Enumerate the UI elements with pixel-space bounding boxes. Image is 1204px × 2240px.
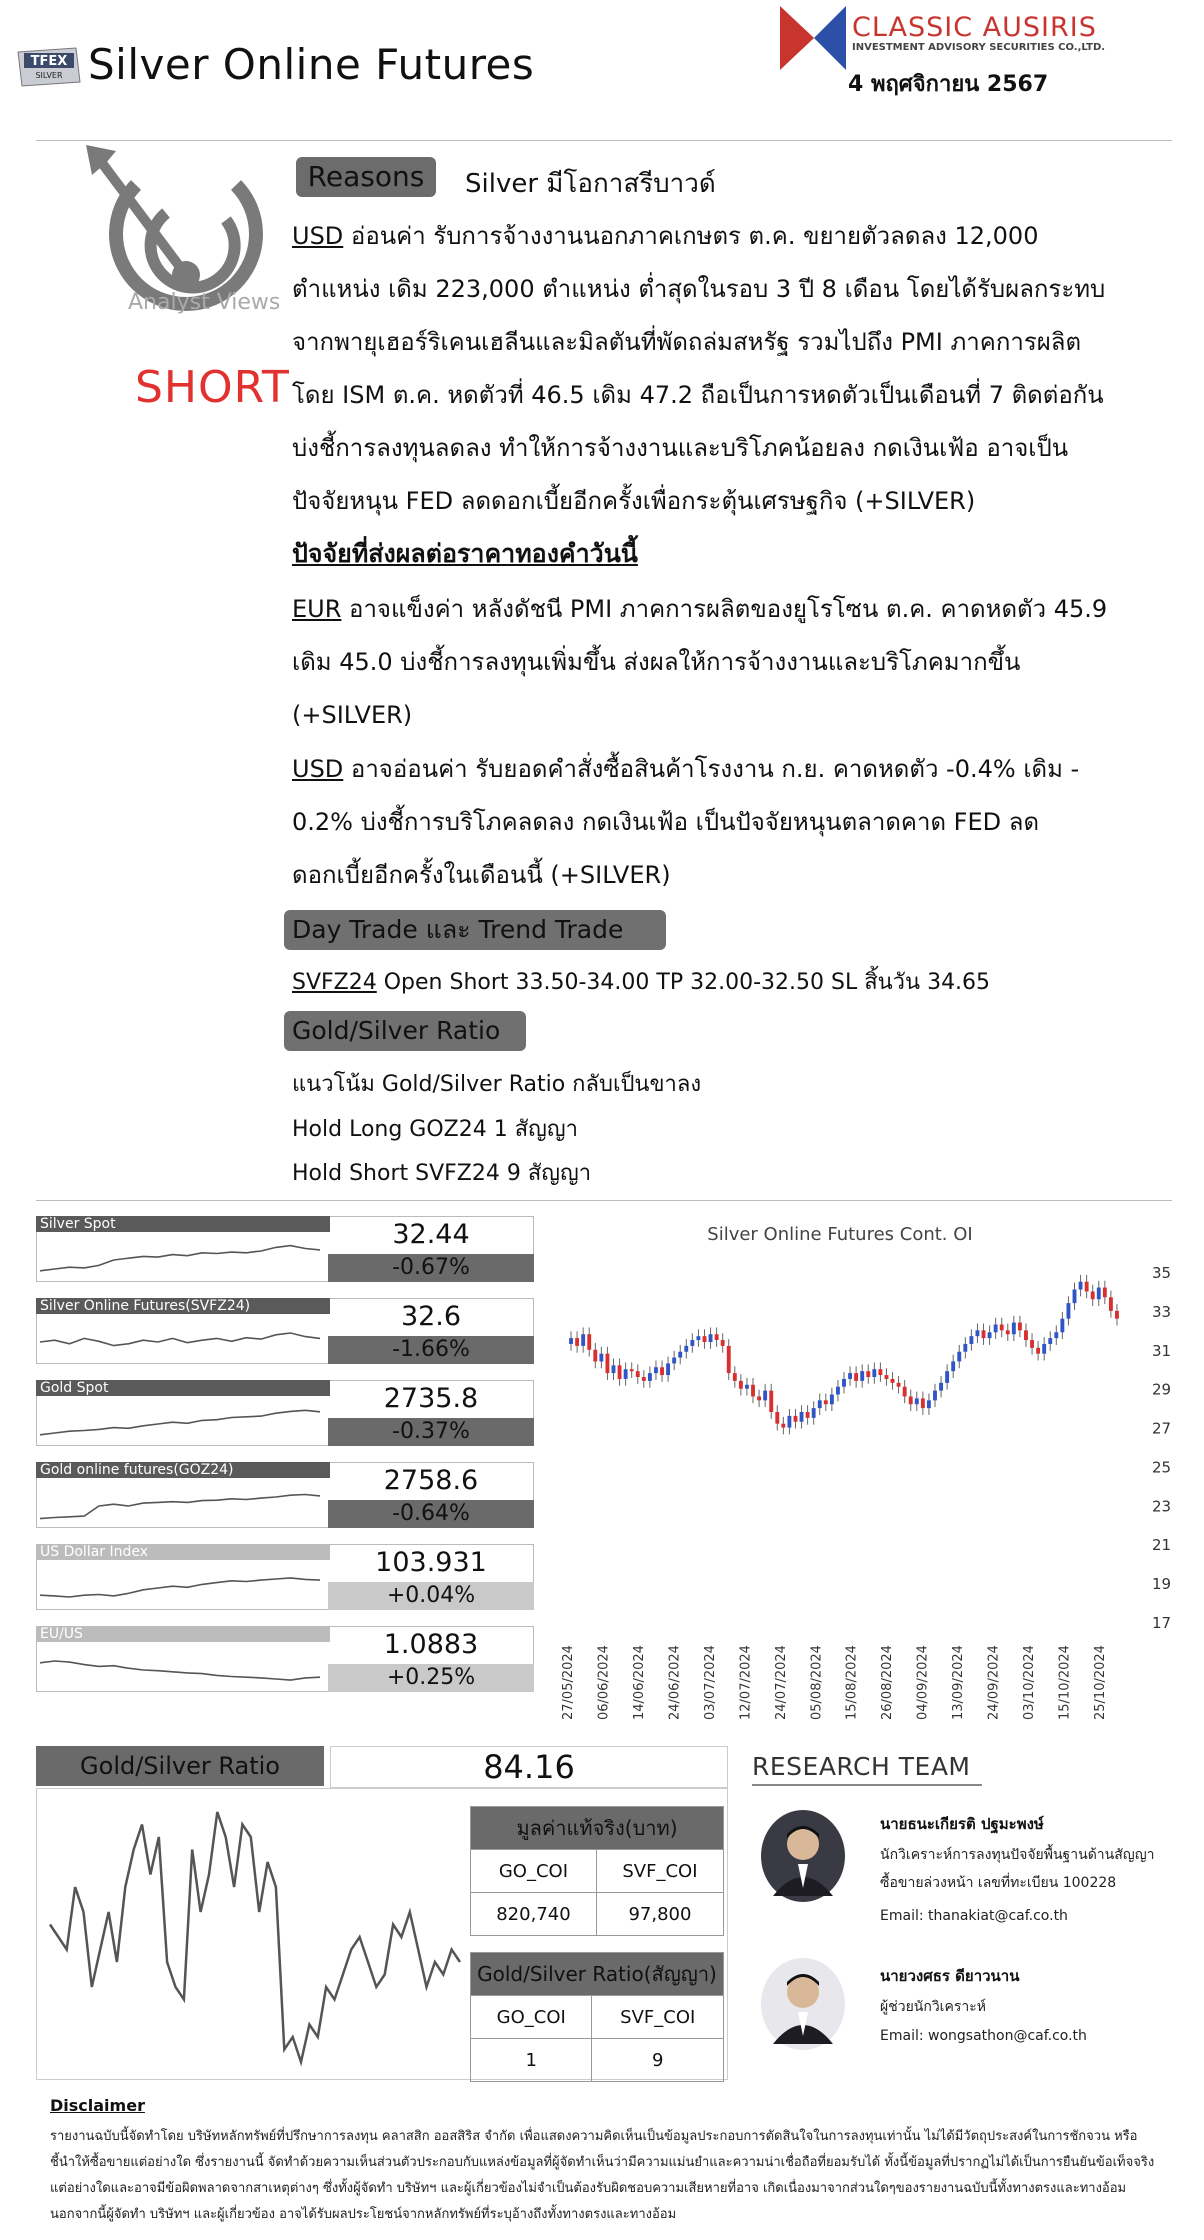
sparkline-path xyxy=(40,1495,320,1519)
usd-line: 0.2% บ่งชี้การบริโภคลดลง กดเงินเฟ้อ เป็นปัจจัยหนุนตลาดคาด FED ลด xyxy=(292,808,1040,836)
sparkline-path xyxy=(40,1410,320,1435)
candle xyxy=(897,1383,901,1387)
candle xyxy=(763,1391,767,1401)
candle xyxy=(660,1367,664,1375)
market-panel xyxy=(36,1298,534,1364)
candle xyxy=(1012,1323,1016,1335)
panel-label: Silver Online Futures(SVFZ24) xyxy=(36,1298,330,1314)
value-table-cell: 97,800 xyxy=(596,1893,723,1936)
day-trade-symbol: SVFZ24 xyxy=(292,970,377,995)
candle xyxy=(806,1412,810,1418)
contract-table-cell: 1 xyxy=(471,2039,592,2082)
x-tick-label: 25/10/2024 xyxy=(1093,1645,1108,1720)
candle xyxy=(599,1354,603,1362)
panel-value: 32.44 xyxy=(392,1219,470,1250)
ratio-strategy-line: Hold Short SVFZ24 9 สัญญา xyxy=(292,1161,592,1186)
panel-sparkline xyxy=(36,1480,326,1528)
candle xyxy=(957,1352,961,1362)
x-tick-label: 12/07/2024 xyxy=(738,1645,754,1720)
disclaimer-line: แต่อย่างใดและอาจมีข้อผิดพลาดจากสาเหตุต่างๆ ซึ่งทั้งผู้จัดทำ บริษัทฯ และผู้เกี่ยวข้องไม่จำเป็นต้องรับผิดชอบความเสียหายที่อาจ เกิดเนื่องมาจากส่วนใดๆของรายงานฉบับนี้ทั้งทางตรงและทางอ้อม xyxy=(50,2181,1127,2196)
candle xyxy=(630,1369,634,1371)
candle xyxy=(593,1350,597,1362)
sparkline-path xyxy=(40,1661,320,1680)
candle xyxy=(1024,1330,1028,1340)
candle xyxy=(969,1336,973,1344)
gold-silver-ratio-value: 84.16 xyxy=(330,1746,728,1788)
usd-paragraph xyxy=(292,743,1122,902)
candle xyxy=(751,1385,755,1397)
reasons-line: ตำแหน่ง เดิม 223,000 ตำแหน่ง ต่ำสุดในรอบ 3 ปี 8 เดือน โดยได้รับผลกระทบ xyxy=(292,275,1106,303)
candle xyxy=(733,1373,737,1381)
person-role: ผู้ช่วยนักวิเคราะห์ xyxy=(880,1999,986,2015)
candle xyxy=(690,1340,694,1346)
candle xyxy=(1060,1319,1064,1333)
y-tick-label: 17 xyxy=(1152,1614,1172,1632)
panel-label: EU/US xyxy=(36,1626,330,1642)
candle xyxy=(824,1400,828,1404)
candle xyxy=(878,1369,882,1375)
candle xyxy=(1048,1338,1052,1344)
page-title: Silver Online Futures xyxy=(88,40,535,89)
tfex-logo-text: TFEX xyxy=(30,54,68,69)
candle xyxy=(727,1346,731,1373)
candle xyxy=(976,1330,980,1336)
x-tick-label: 15/10/2024 xyxy=(1057,1645,1073,1720)
candle xyxy=(842,1379,846,1387)
candle xyxy=(678,1352,682,1358)
tfex-logo xyxy=(14,46,84,88)
candle xyxy=(994,1325,998,1333)
sparkline-path xyxy=(40,1333,320,1346)
candle xyxy=(703,1336,707,1342)
company-name: CLASSIC AUSIRIS xyxy=(852,12,1097,43)
candle xyxy=(775,1412,779,1424)
reasons-title: Silver มีโอกาสรีบาวด์ xyxy=(465,169,716,199)
person-name: นายวงศธร ดียาวนาน xyxy=(880,1967,1020,1985)
report-date: 4 พฤศจิกายน 2567 xyxy=(848,72,1049,97)
market-panel xyxy=(36,1626,534,1692)
ratio-line xyxy=(50,1812,460,2062)
panel-label: Gold Spot xyxy=(36,1380,330,1396)
panel-change: +0.25% xyxy=(328,1664,534,1692)
value-table-title: มูลค่าแท้จริง(บาท) xyxy=(471,1807,724,1850)
person-name: นายธนะเกียรติ ปฐมะพงษ์ xyxy=(880,1815,1044,1833)
candle xyxy=(624,1369,628,1379)
panel-value: 2735.8 xyxy=(383,1383,479,1414)
contract-table-title: Gold/Silver Ratio(สัญญา) xyxy=(471,1953,724,1996)
candle xyxy=(1066,1303,1070,1319)
candle xyxy=(945,1371,949,1383)
panel-value: 103.931 xyxy=(375,1547,487,1578)
candlestick-svg xyxy=(560,1212,1200,1732)
market-panel xyxy=(36,1462,534,1528)
eur-line: เดิม 45.0 บ่งชี้การลงทุนเพิ่มขึ้น ส่งผลให้การจ้างงานและบริโภคมากขึ้น xyxy=(292,648,1021,676)
candle xyxy=(915,1398,919,1404)
candle xyxy=(696,1336,700,1340)
candle xyxy=(830,1395,834,1405)
candle xyxy=(927,1400,931,1408)
candle xyxy=(715,1334,719,1340)
currency-code-eur: EUR xyxy=(292,595,342,623)
candle xyxy=(1115,1311,1119,1319)
panel-value: 1.0883 xyxy=(383,1629,479,1660)
panel-sparkline xyxy=(36,1562,326,1610)
y-tick-label: 19 xyxy=(1152,1575,1172,1594)
candle xyxy=(836,1387,840,1395)
candle xyxy=(885,1375,889,1379)
eur-line: อาจแข็งค่า หลังดัชนี PMI ภาคการผลิตของยูโรโซน ต.ค. คาดหดตัว 45.9 xyxy=(341,595,1108,623)
candle xyxy=(1042,1344,1046,1354)
y-tick-label: 27 xyxy=(1152,1419,1172,1438)
value-table xyxy=(470,1806,724,1936)
avatar xyxy=(758,1808,848,1908)
candle xyxy=(769,1391,773,1412)
y-tick-label: 33 xyxy=(1152,1302,1172,1321)
x-tick-label: 27/05/2024 xyxy=(561,1645,576,1720)
reasons-line: จากพายุเฮอร์ริเคนเฮลีนและมิลตันที่พัดถล่มสหรัฐ รวมไปถึง PMI ภาคการผลิต xyxy=(292,328,1082,356)
candle xyxy=(672,1358,676,1364)
ratio-sparkline xyxy=(40,1792,466,2074)
candle xyxy=(872,1369,876,1377)
analyst-label: Analyst Views xyxy=(128,290,281,315)
value-table-header: SVF_COI xyxy=(596,1850,723,1893)
panel-sparkline xyxy=(36,1398,326,1446)
candle xyxy=(569,1338,573,1344)
candle xyxy=(1036,1348,1040,1354)
x-tick-label: 03/07/2024 xyxy=(702,1645,718,1720)
candle xyxy=(581,1334,585,1346)
contract-table-cell: 9 xyxy=(592,2039,724,2082)
company-subtitle: INVESTMENT ADVISORY SECURITIES CO.,LTD. xyxy=(852,42,1106,53)
company-logo-icon xyxy=(778,2,848,76)
panel-label: Silver Spot xyxy=(36,1216,330,1232)
person-role: นักวิเคราะห์การลงทุนปัจจัยพื้นฐานด้านสัญญา xyxy=(880,1847,1155,1863)
panel-value: 2758.6 xyxy=(383,1465,479,1496)
candle xyxy=(648,1373,652,1381)
y-tick-label: 31 xyxy=(1152,1341,1172,1360)
eur-paragraph xyxy=(292,583,1122,742)
x-tick-label: 24/09/2024 xyxy=(986,1645,1002,1720)
analyst-view: SHORT xyxy=(135,362,290,413)
candle xyxy=(781,1424,785,1428)
candle xyxy=(860,1371,864,1381)
candle xyxy=(787,1416,791,1428)
reasons-line: อ่อนค่า รับการจ้างงานนอกภาคเกษตร ต.ค. ขยายตัวลดลง 12,000 xyxy=(343,222,1039,250)
candle xyxy=(709,1334,713,1342)
candle xyxy=(636,1371,640,1377)
sparkline-path xyxy=(40,1246,320,1271)
x-tick-label: 15/08/2024 xyxy=(844,1645,860,1720)
candle xyxy=(1054,1332,1058,1338)
candle xyxy=(1109,1297,1113,1311)
x-tick-label: 24/07/2024 xyxy=(773,1645,789,1720)
panel-sparkline xyxy=(36,1316,326,1364)
reasons-line: บ่งชี้การลงทุนลดลง ทำให้การจ้างงานและบริโภคน้อยลง กดเงินเฟ้อ อาจเป็น xyxy=(292,434,1069,462)
gold-silver-ratio-label: Gold/Silver Ratio xyxy=(36,1746,324,1786)
panel-label: US Dollar Index xyxy=(36,1544,330,1560)
candle xyxy=(818,1400,822,1408)
panel-label: Gold online futures(GOZ24) xyxy=(36,1462,330,1478)
y-tick-label: 35 xyxy=(1152,1264,1172,1282)
person-card xyxy=(880,1964,1087,2044)
candle xyxy=(794,1416,798,1422)
ratio-strategy-line: Hold Long GOZ24 1 สัญญา xyxy=(292,1117,578,1142)
market-panel xyxy=(36,1544,534,1610)
candle xyxy=(800,1412,804,1422)
candle xyxy=(745,1385,749,1389)
candle xyxy=(1006,1330,1010,1334)
panel-value: 32.6 xyxy=(400,1301,462,1332)
candle xyxy=(812,1408,816,1418)
candle xyxy=(963,1344,967,1352)
panel-sparkline xyxy=(36,1644,326,1692)
reasons-paragraph xyxy=(292,210,1122,528)
x-tick-label: 26/08/2024 xyxy=(880,1645,896,1720)
x-tick-label: 14/06/2024 xyxy=(631,1645,647,1720)
candle xyxy=(684,1346,688,1352)
candle xyxy=(988,1332,992,1338)
candle xyxy=(939,1383,943,1391)
y-tick-label: 23 xyxy=(1152,1497,1172,1516)
candle xyxy=(982,1330,986,1338)
sparkline-path xyxy=(40,1578,320,1597)
disclaimer-line: ชี้นำให้ซื้อขายแต่อย่างใด ซึ่งรายงานนี้ จัดทำด้วยความเห็นส่วนตัวประกอบกับแหล่งข้อมูลที่ผู้จัดทำเห็นว่ามีความแม่นยำและความน่าเชื่อถือที่ยอมรับได้ ทั้งนี้ข้อมูลที่ปรากฏไม่ได้เป็นการยืนยันข้อเท็จจริง xyxy=(50,2155,1155,2170)
ratio-strategy-label: Gold/Silver Ratio xyxy=(284,1011,526,1051)
candle xyxy=(1018,1323,1022,1331)
panel-change: -0.67% xyxy=(328,1254,534,1282)
value-table-header: GO_COI xyxy=(471,1850,597,1893)
candle xyxy=(951,1361,955,1371)
contract-table xyxy=(470,1952,724,2082)
tfex-logo-sub: SILVER xyxy=(35,71,63,80)
header-divider xyxy=(36,140,1172,141)
candle xyxy=(618,1365,622,1379)
ratio-strategy-line: แนวโน้ม Gold/Silver Ratio กลับเป็นขาลง xyxy=(292,1072,702,1097)
currency-code-usd: USD xyxy=(292,222,344,250)
panel-sparkline xyxy=(36,1234,326,1282)
day-trade-line xyxy=(292,964,990,999)
person-email[interactable]: Email: thanakiat@caf.co.th xyxy=(880,1908,1068,1924)
candle xyxy=(587,1334,591,1350)
candle xyxy=(1103,1288,1107,1298)
panel-change: -0.37% xyxy=(328,1418,534,1446)
section-divider xyxy=(36,1200,1172,1201)
reasons-line: ปัจจัยหนุน FED ลดดอกเบี้ยอีกครั้งเพื่อกระตุ้นเศรษฐกิจ (+SILVER) xyxy=(292,487,976,515)
disclaimer-line: รายงานฉบับนี้จัดทำโดย บริษัทหลักทรัพย์ที่ปรึกษาการลงทุน คลาสสิก ออสสิริส จำกัด เพื่อแสดงความคิดเห็นเป็นข้อมูลประกอบการตัดสินใจในการลงทุนเท่านั้น ไม่ได้มีวัตถุประสงค์ในการชักจวน หรือ xyxy=(50,2129,1138,2144)
candle xyxy=(891,1379,895,1383)
disclaimer-title: Disclaimer xyxy=(50,2096,145,2115)
person-email[interactable]: Email: wongsathon@caf.co.th xyxy=(880,2028,1087,2044)
candle xyxy=(642,1377,646,1381)
today-factors-heading: ปัจจัยที่ส่งผลต่อราคาทองคำวันนี้ xyxy=(292,539,638,568)
panel-change: +0.04% xyxy=(328,1582,534,1610)
y-tick-label: 21 xyxy=(1152,1536,1172,1555)
research-team-title: RESEARCH TEAM xyxy=(752,1752,971,1781)
panel-change: -1.66% xyxy=(328,1336,534,1364)
candle xyxy=(848,1373,852,1379)
contract-table-header: GO_COI xyxy=(471,1996,592,2039)
reasons-line: โดย ISM ต.ค. หดตัวที่ 46.5 เดิม 47.2 ถือเป็นการหดตัวเป็นเดือนที่ 7 ติดต่อกัน xyxy=(292,381,1104,409)
candle xyxy=(1000,1325,1004,1331)
usd-line: อาจอ่อนค่า รับยอดคำสั่งซื้อสินค้าโรงงาน ก.ย. คาดหดตัว -0.4% เดิม - xyxy=(343,755,1080,783)
candle xyxy=(921,1398,925,1408)
candle xyxy=(854,1373,858,1381)
oi-chart xyxy=(560,1212,1200,1742)
candle xyxy=(903,1387,907,1397)
candle xyxy=(654,1367,658,1373)
market-panel xyxy=(36,1216,534,1282)
candle xyxy=(721,1340,725,1346)
panel-change: -0.64% xyxy=(328,1500,534,1528)
x-tick-label: 04/09/2024 xyxy=(915,1645,931,1720)
avatar xyxy=(758,1956,848,2056)
candle xyxy=(1073,1290,1077,1304)
value-table-cell: 820,740 xyxy=(471,1893,597,1936)
disclaimer-line: นอกจากนี้ผู้จัดทำ บริษัทฯ และผู้เกี่ยวข้อง อาจได้รับผลประโยชน์จากหลักทรัพย์ที่ระบุอ้างถึงทั้งทางตรงและทางอ้อม xyxy=(50,2207,677,2222)
person-card xyxy=(880,1812,1155,1924)
research-divider xyxy=(752,1784,982,1786)
x-tick-label: 05/08/2024 xyxy=(809,1645,825,1720)
candle xyxy=(909,1396,913,1404)
candle xyxy=(757,1396,761,1400)
contract-table-header: SVF_COI xyxy=(592,1996,724,2039)
x-tick-label: 06/06/2024 xyxy=(596,1645,612,1720)
currency-code-usd: USD xyxy=(292,755,344,783)
candle xyxy=(1030,1340,1034,1348)
eur-line: (+SILVER) xyxy=(292,701,413,729)
candle xyxy=(666,1363,670,1375)
candle xyxy=(1091,1291,1095,1299)
candle xyxy=(1085,1282,1089,1292)
candle xyxy=(612,1365,616,1373)
day-trade-label: Day Trade และ Trend Trade xyxy=(284,910,666,950)
candle xyxy=(575,1338,579,1346)
usd-line: ดอกเบี้ยอีกครั้งในเดือนนี้ (+SILVER) xyxy=(292,861,671,889)
market-panel xyxy=(36,1380,534,1446)
x-tick-label: 13/09/2024 xyxy=(951,1645,967,1720)
x-tick-label: 24/06/2024 xyxy=(667,1645,683,1720)
disclaimer-text xyxy=(50,2124,1160,2228)
candle xyxy=(739,1381,743,1389)
chart-title: Silver Online Futures Cont. OI xyxy=(707,1224,973,1245)
x-tick-label: 03/10/2024 xyxy=(1022,1645,1038,1720)
y-tick-label: 25 xyxy=(1152,1458,1172,1477)
day-trade-text: Open Short 33.50-34.00 TP 32.00-32.50 SL สิ้นวัน 34.65 xyxy=(376,970,991,995)
y-tick-label: 29 xyxy=(1152,1380,1172,1399)
candle xyxy=(933,1391,937,1401)
person-role: ซื้อขายล่วงหน้า เลขที่ทะเบียน 100228 xyxy=(880,1875,1117,1891)
candle xyxy=(1097,1288,1101,1300)
candle xyxy=(866,1371,870,1377)
candle xyxy=(605,1354,609,1373)
reasons-label: Reasons xyxy=(296,157,436,197)
candle xyxy=(1079,1282,1083,1290)
